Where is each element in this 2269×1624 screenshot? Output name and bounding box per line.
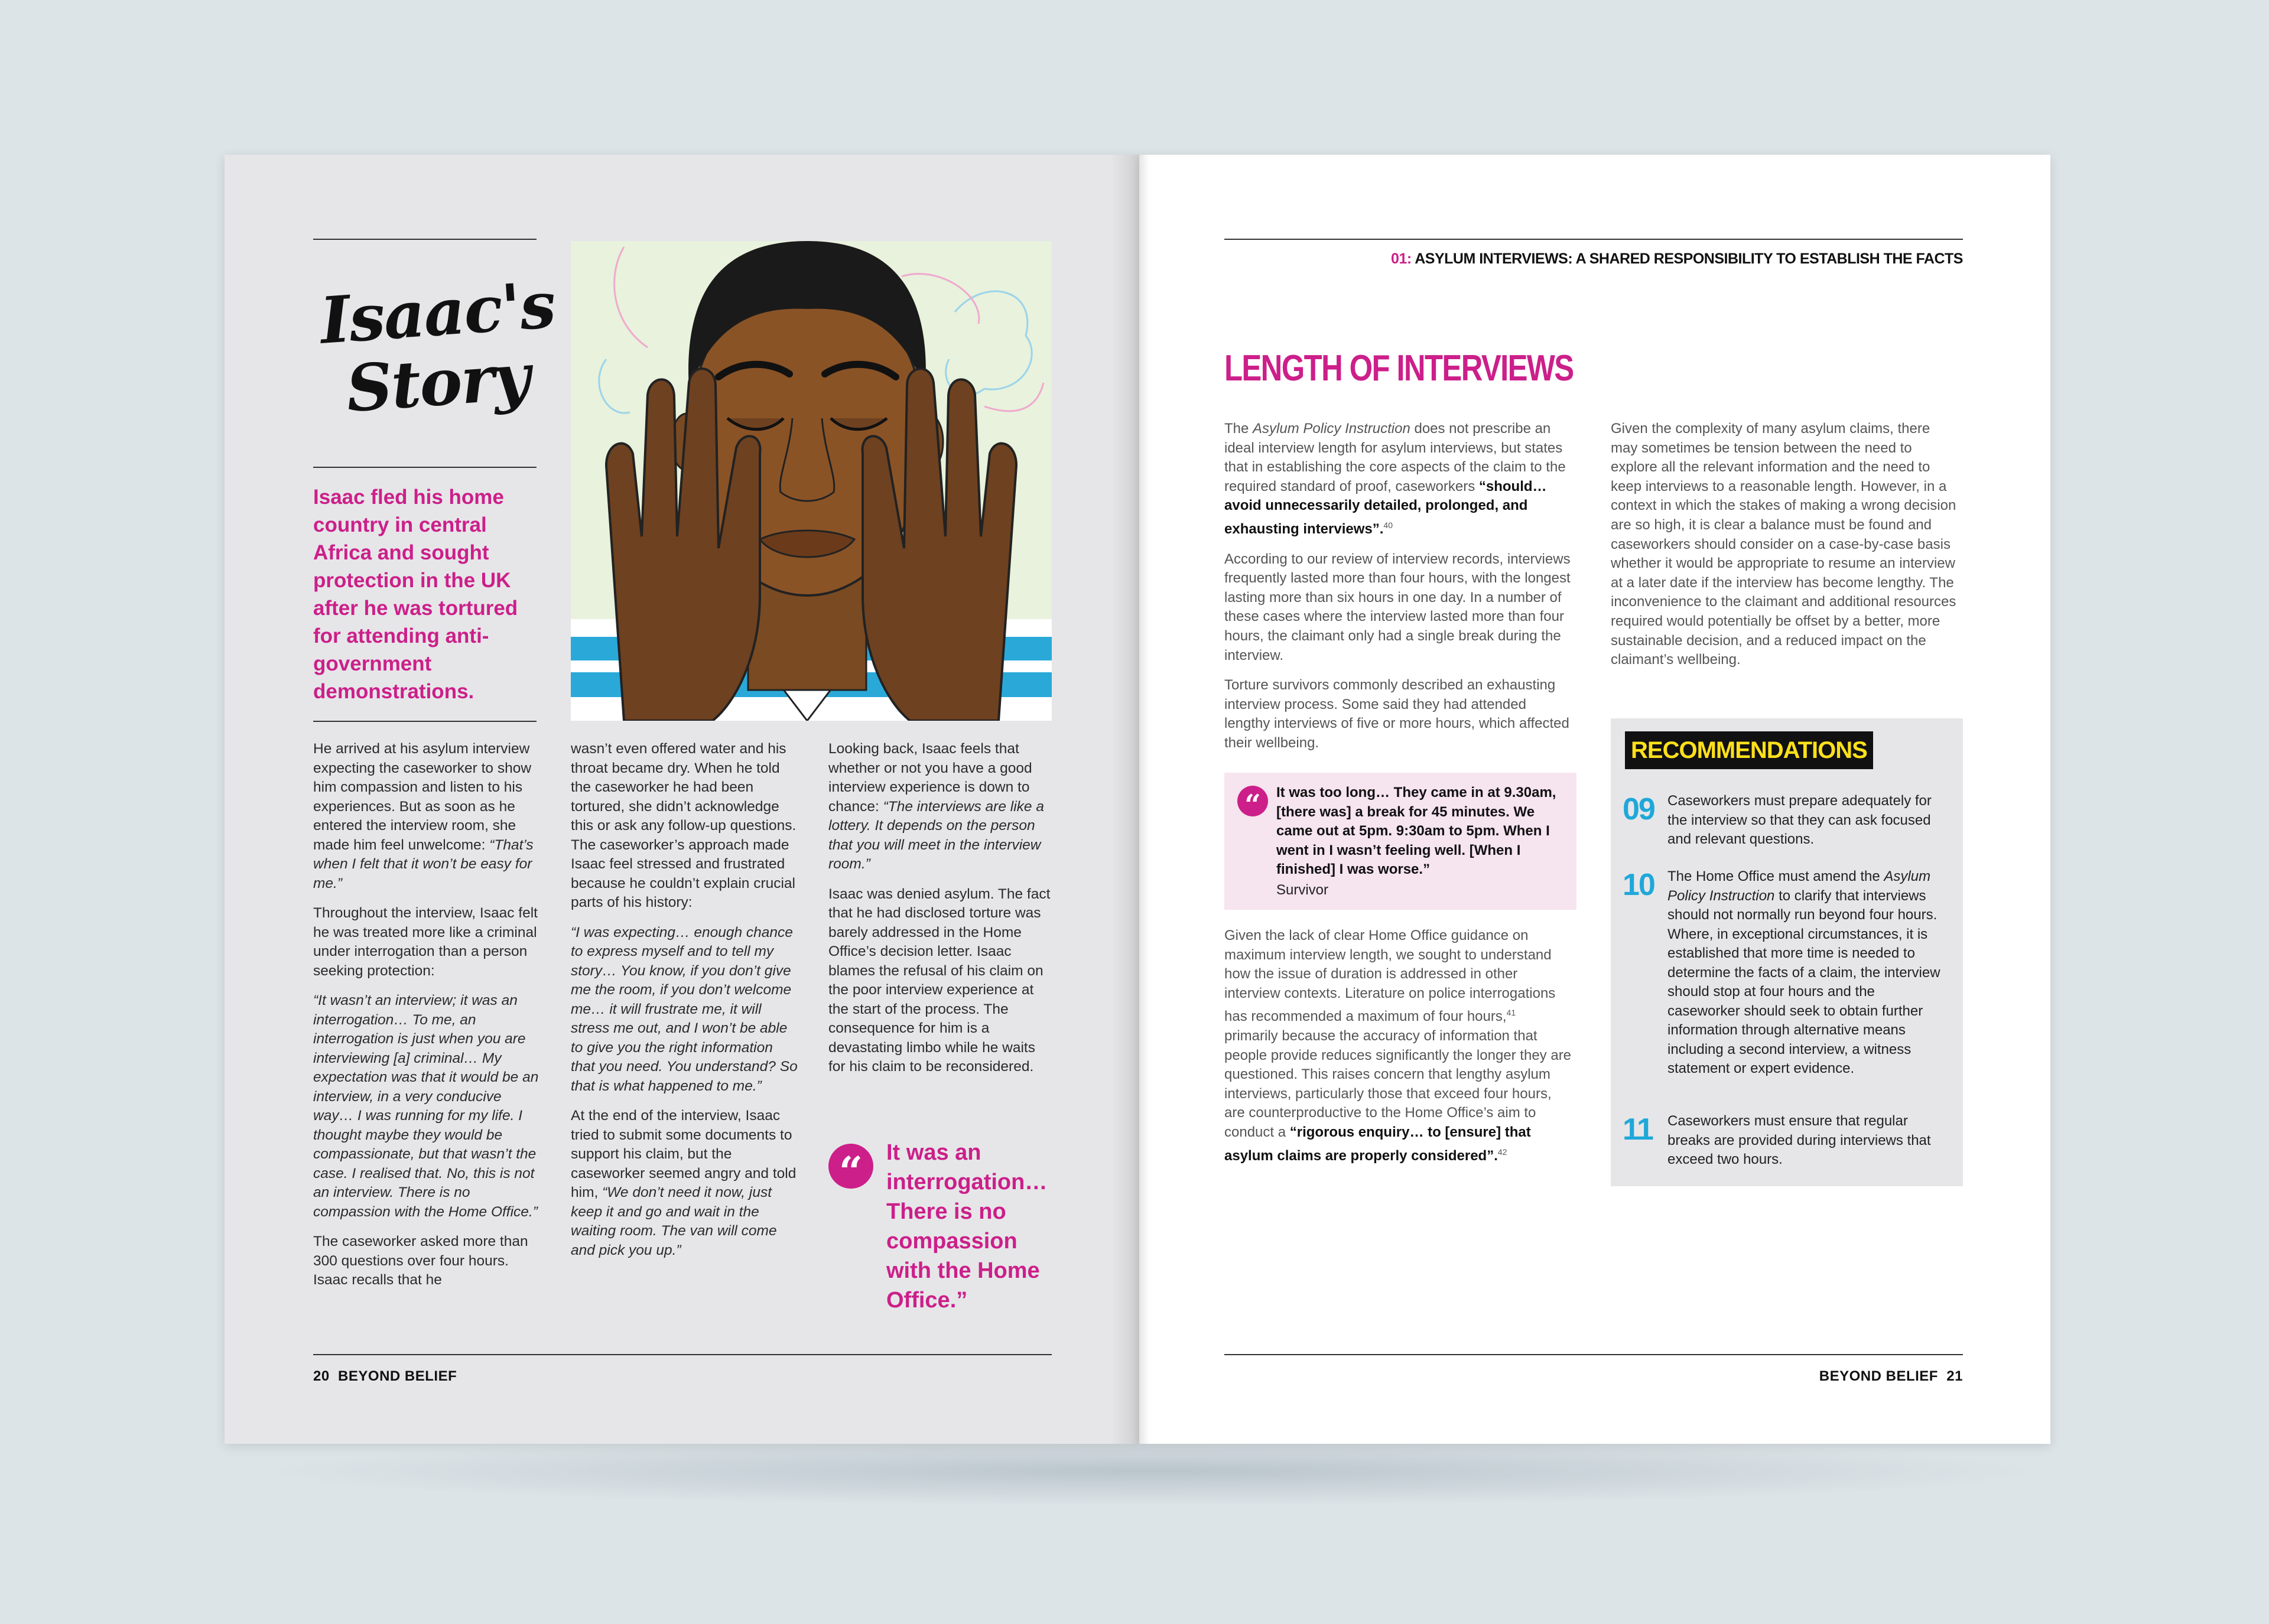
r-p4-bold: “rigorous enquiry… to [ensure] that asylum claims are properly considered”. xyxy=(1224,1124,1531,1164)
rec-text-09: Caseworkers must prepare adequately for the interview so that they can ask focused and relevant questions. xyxy=(1667,793,1932,847)
left-footer-rule xyxy=(313,1354,1052,1355)
col3-paragraph-1 xyxy=(828,740,1053,874)
story-column-1 xyxy=(313,740,541,1301)
recommendations-title: RECOMMENDATIONS xyxy=(1625,731,1873,769)
col2-p3-quote: “We don’t need it now, just keep it and go and wait in the waiting room. The van will come and pick you up.” xyxy=(571,1184,777,1258)
r-p4-b: primarily because the accuracy of information that people provide reduces significantly the longer they are questioned. This raises concern that lengthy asylum interviews, particularly those that exceed four hours, are counterproductive to the Home Office’s aim to conduct a xyxy=(1224,1027,1572,1140)
title-bottom-rule xyxy=(313,467,537,468)
right-header-rule xyxy=(1224,239,1963,240)
col2-p3-text: At the end of the interview, Isaac tried to submit some documents to support his claim, but the caseworker seemed angry and told him, xyxy=(571,1108,797,1200)
col2-paragraph-3 xyxy=(571,1106,798,1260)
right-footer xyxy=(1819,1368,1963,1385)
right-footer-title: BEYOND BELIEF xyxy=(1819,1368,1938,1384)
rec10-b: to clarify that interviews should not normally run beyond four hours. Where, in exceptional circumstances, it is established that more time is needed to determine the facts of a claim, the interview should stop at four hours and the caseworker should seek to obtain further information through alternative means including a second interview, a witness statement or expert evidence. xyxy=(1667,887,1940,1076)
pull-quote: It was an interrogation… There is no compassion with the Home Office.” xyxy=(886,1140,1048,1313)
survivor-quote: It was too long… They came in at 9.30am, [there was] a break for 45 minutes. We came out at 5pm. 9:30am to 5pm. When I went in I wasn’t feeling well. [When I finished] I was worse.” xyxy=(1276,785,1556,877)
r-col1-paragraph-2: According to our review of interview records, interviews frequently lasted more than four hours, with the longest lasting more than six hours in one day. In a number of these cases where the interview lasted more than four hours, the claimant only had a single break during the interview. xyxy=(1224,551,1571,663)
story-title xyxy=(314,268,557,427)
r-col2-paragraph-1: Given the complexity of many asylum claims, there may sometimes be tension between the need to explore all the relevant information and the need to keep interviews to a reasonable length. However, in a context in which the stakes of making a wrong decision are so high, it is clear a balance must be found and caseworkers should consider on a case-by-case basis whether it would be appropriate to resume an interview at a later date if the interview has become lengthy. The inconvenience to the claimant and additional resources required would potentially be offset by a better, more sustainable decision, and a reduced impact on the claimant’s wellbeing. xyxy=(1611,421,1956,668)
right-column-1 xyxy=(1224,419,1573,764)
rec10-a: The Home Office must amend the xyxy=(1667,868,1884,884)
rec-text-11: Caseworkers must ensure that regular breaks are provided during interviews that exceed two hours. xyxy=(1667,1113,1931,1167)
intro-text: Isaac fled his home country in central Africa and sought protection in the UK after he was tortured for attending anti-government demonstrations. xyxy=(313,486,518,703)
r-col1-paragraph-1 xyxy=(1224,419,1573,539)
recommendations-box xyxy=(1611,718,1963,1186)
story-title-line2: Story xyxy=(344,339,532,427)
left-page-number: 20 xyxy=(313,1368,330,1384)
story-column-3 xyxy=(828,740,1053,1088)
r-p1-b: does not prescribe an ideal interview length for asylum interviews, but states that in establishing the core aspects of the claim to the required standard of proof, caseworkers xyxy=(1224,421,1566,494)
col3-p1-text: Looking back, Isaac feels that whether or not you have a good interview experience is down to chance: xyxy=(828,741,1032,815)
survivor-quote-box xyxy=(1224,773,1576,910)
footnote-41: 41 xyxy=(1506,1008,1516,1018)
book-shadow xyxy=(248,1436,2056,1506)
col2-quote: “I was expecting… enough chance to express myself and to tell my story… You know, if you don’t give me the room, if you don’t welcome me… it will frustrate me, it will stress me out, and I won’t be able to give you the right information that you need. You understand? So that is what happened to me.” xyxy=(571,924,798,1094)
col1-paragraph-1 xyxy=(313,740,541,893)
r-p1-italic: Asylum Policy Instruction xyxy=(1253,421,1410,437)
left-page xyxy=(225,155,1139,1444)
col1-p1-text: He arrived at his asylum interview expecting the caseworker to show him compassion and listen to his experiences. But as soon as he entered the interview room, she made him feel unwelcome: xyxy=(313,741,532,853)
r-col1-paragraph-4 xyxy=(1224,926,1573,1166)
rec-number-09: 09 xyxy=(1623,792,1654,826)
story-column-2 xyxy=(571,740,798,1271)
footnote-40: 40 xyxy=(1383,520,1393,530)
rec-number-10: 10 xyxy=(1623,868,1654,902)
right-page xyxy=(1139,155,2050,1444)
story-title-line1: Isaac's xyxy=(317,268,557,359)
right-footer-rule xyxy=(1224,1354,1963,1355)
r-p1-a: The xyxy=(1224,421,1253,437)
title-top-rule xyxy=(313,239,537,240)
survivor-quote-content xyxy=(1276,783,1566,899)
survivor-attribution: Survivor xyxy=(1276,881,1329,898)
book-gutter xyxy=(1111,155,1176,1444)
left-footer xyxy=(313,1368,457,1385)
col1-quote: “It wasn’t an interview; it was an interrogation… To me, an interrogation is just when you are interviewing [a] criminal… My expectation was that it would be an interview, in a very conducive way… I was running for my life. I thought maybe they would be compassionate, but that wasn’t the case. I realised that. No, this is not an interview. There is no compassion with the Home Office.” xyxy=(313,992,539,1220)
col1-paragraph-2: Throughout the interview, Isaac felt he was treated more like a criminal under interrogation than a person seeking protection: xyxy=(313,905,538,979)
section-header xyxy=(1391,250,1963,268)
col1-p1-quote: “That’s when I felt that it won’t be easy for me.” xyxy=(313,837,534,891)
r-p1-bold: “should… avoid unnecessarily detailed, prolonged, and exhausting interviews”. xyxy=(1224,478,1547,537)
survivor-quote-mark-icon: “ xyxy=(1237,786,1268,816)
quote-mark-icon: “ xyxy=(828,1144,873,1189)
col3-p1-quote: “The interviews are like a lottery. It depends on the person that you will meet in the interview room.” xyxy=(828,798,1044,872)
section-title: ASYLUM INTERVIEWS: A SHARED RESPONSIBILITY TO ESTABLISH THE FACTS xyxy=(1415,250,1963,267)
col3-paragraph-2: Isaac was denied asylum. The fact that he had disclosed torture was barely addressed in the Home Office’s decision letter. Isaac blames the refusal of his claim on the poor interview experience at the start of the process. The consequence for him is a devastating limbo while he waits for his claim to be reconsidered. xyxy=(828,886,1051,1075)
rec-text-10 xyxy=(1667,867,1945,1079)
r-col1-paragraph-3: Torture survivors commonly described an exhausting interview process. Some said they had attended lengthy interviews of five or more hours, which affected their wellbeing. xyxy=(1224,677,1569,751)
right-column-2 xyxy=(1611,419,1959,681)
right-column-1-lower xyxy=(1224,926,1573,1176)
col1-paragraph-4: The caseworker asked more than 300 questions over four hours. Isaac recalls that he xyxy=(313,1234,528,1288)
rec-number-11: 11 xyxy=(1623,1112,1653,1147)
col2-paragraph-1: wasn’t even offered water and his throat became dry. When he told the caseworker he had been tortured, she didn’t acknowledge this or ask any follow-up questions. The caseworker’s approach made Isaac feel stressed and frustrated because he couldn’t explain crucial parts of his history: xyxy=(571,741,797,910)
left-footer-title: BEYOND BELIEF xyxy=(338,1368,457,1384)
intro-bottom-rule xyxy=(313,721,537,722)
section-number: 01: xyxy=(1391,250,1412,267)
portrait-illustration xyxy=(571,241,1052,721)
page-heading: LENGTH OF INTERVIEWS xyxy=(1224,348,1574,389)
footnote-42: 42 xyxy=(1497,1147,1507,1157)
rec10-italic: Asylum Policy Instruction xyxy=(1667,868,1931,904)
r-p4-a: Given the lack of clear Home Office guidance on maximum interview length, we sought to understand how the issue of duration is addressed in other interview contexts. Literature on police interrogations has recommended a maximum of four hours, xyxy=(1224,927,1556,1025)
right-page-number: 21 xyxy=(1946,1368,1963,1384)
